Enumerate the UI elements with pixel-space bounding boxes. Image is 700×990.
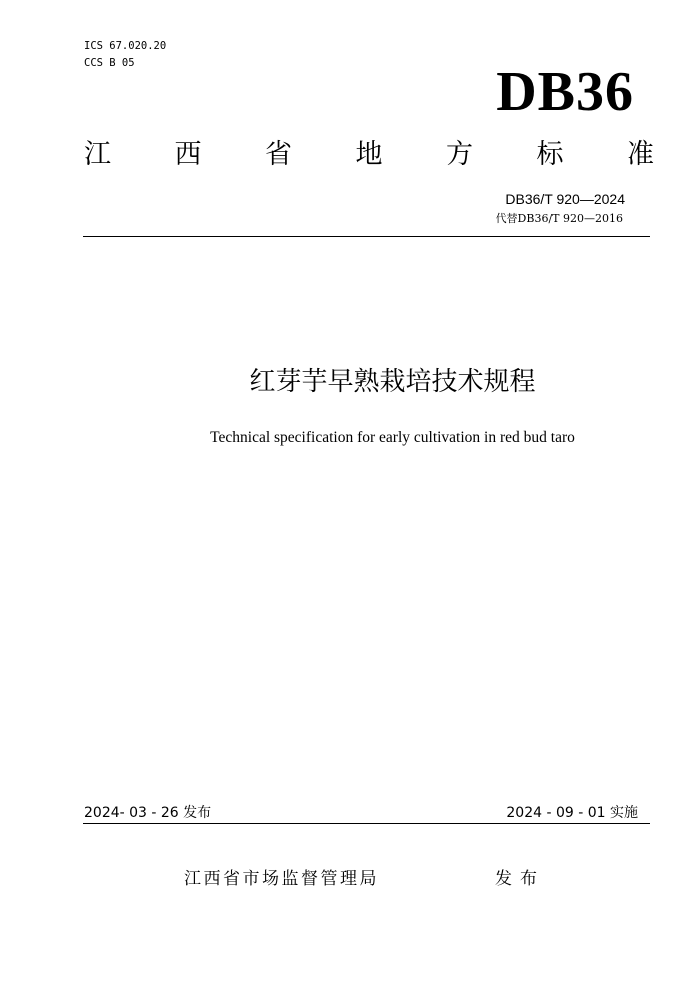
document-title: 红芽芋早熟栽培技术规程 bbox=[249, 367, 536, 397]
standard-category-title bbox=[84, 138, 654, 172]
top-divider bbox=[83, 236, 650, 237]
issuing-authority: 江西省市场监督管理局 bbox=[184, 869, 379, 889]
bottom-divider bbox=[83, 823, 650, 824]
document-english-title: Technical specification for early cultivation in red bud taro bbox=[210, 429, 575, 446]
category-char: 方 bbox=[446, 139, 473, 170]
publish-date: 2024- 03 - 26 发布 bbox=[84, 805, 212, 821]
implementation-date: 2024 - 09 - 01 实施 bbox=[506, 805, 638, 821]
category-char: 省 bbox=[265, 139, 292, 170]
ccs-code: CCS B 05 bbox=[84, 57, 135, 69]
standard-logo: DB36 bbox=[496, 61, 634, 123]
category-char: 西 bbox=[174, 139, 202, 170]
issue-label: 发布 bbox=[495, 869, 545, 889]
category-char: 江 bbox=[84, 139, 111, 170]
replaces-standard: 代替DB36/T 920—2016 bbox=[495, 212, 623, 225]
category-char: 标 bbox=[536, 139, 564, 170]
category-char: 准 bbox=[627, 139, 654, 170]
standard-number: DB36/T 920—2024 bbox=[505, 191, 625, 207]
category-char: 地 bbox=[355, 139, 383, 170]
ics-code: ICS 67.020.20 bbox=[84, 40, 167, 52]
